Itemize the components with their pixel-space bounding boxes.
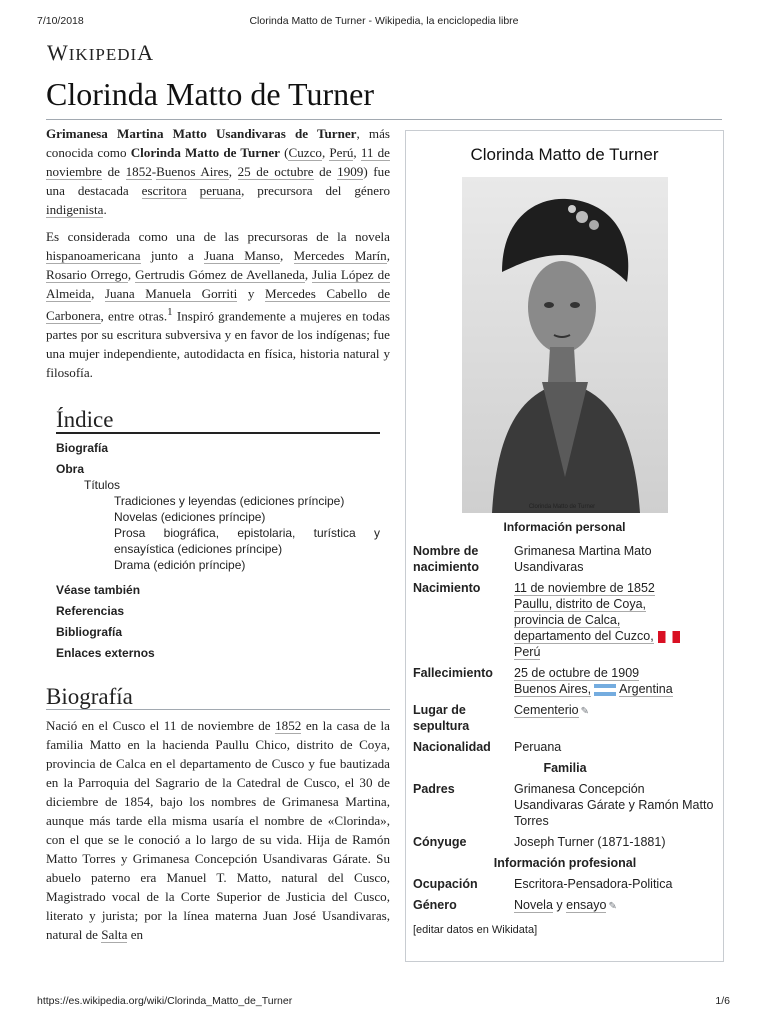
peru-flag-icon [658,631,680,643]
value-sepultura [507,700,723,737]
link-mercedes-marin[interactable]: Mercedes Marín [293,248,387,263]
link-buenos-aires[interactable]: Buenos Aires [156,164,229,179]
table-of-contents [56,407,380,661]
link-cuzco[interactable]: Cuzco [288,145,322,160]
text: ) fue una destacada [46,164,391,198]
link-gorriti[interactable]: Juana Manuela Gorriti [104,286,238,301]
article-content [46,124,390,952]
link-gomez-avellaneda[interactable]: Gertrudis Gómez de Avellaneda [135,267,305,282]
row-fallecimiento [406,663,723,700]
text: junto a [140,248,205,263]
link-departamento-cuzco[interactable]: departamento del Cuzco, [514,629,654,643]
toc-item-referencias[interactable]: Referencias [56,604,125,619]
row-conyuge [406,832,723,853]
link-novela[interactable]: Novela [514,898,553,912]
link-peru-ib[interactable]: Perú [514,645,541,659]
toc-item-obra[interactable]: Obra [56,462,85,477]
edit-pencil-icon[interactable]: ✎ [608,901,617,912]
text: y [552,898,567,912]
row-nacimiento [406,578,723,663]
toc-heading: Índice [56,410,380,434]
text: . [103,202,107,217]
value-fallecimiento [507,663,723,700]
link-peruana[interactable]: peruana [199,183,242,198]
toc-item-bibliografia[interactable]: Bibliografía [56,625,123,640]
title-divider [46,119,722,120]
print-title: Clorinda Matto de Turner - Wikipedia, la enciclopedia libre [249,15,519,27]
link-birth-date[interactable]: 11 de noviembre [46,145,390,179]
logo-middle: IKIPEDI [68,45,138,64]
link-escritora[interactable]: escritora [141,183,187,198]
value-ocupacion: Escritora-Pensadora-Politica [514,877,673,891]
row-genero [406,895,723,918]
page-title: Clorinda Matto de Turner [46,76,374,112]
link-birth-date-ib[interactable]: 11 de noviembre de 1852 [514,581,655,595]
label-sepultura: Lugar de sepultura [413,703,470,733]
wikipedia-logo[interactable] [47,40,154,66]
text: Nació en el Cusco el 11 de noviembre de [46,718,276,734]
text: ( [279,145,289,160]
link-1909[interactable]: 1909 [337,164,364,179]
value-nacionalidad: Peruana [514,740,562,754]
link-argentina[interactable]: Argentina [619,682,673,696]
bio-paragraph [46,716,390,944]
value-conyuge: Joseph Turner (1871-1881) [514,835,666,849]
text: en [127,927,144,943]
section-personal: Información personal [503,520,626,534]
link-hispanoamericana[interactable]: hispanoamericana [46,248,141,263]
row-sepultura [406,700,723,737]
toc-item-biografia[interactable]: Biografía [56,441,109,456]
bold-alias: Clorinda Matto de Turner [130,145,280,160]
value-padres: Grimanesa Concepción Usandivaras Gárate y Ramón Matto Torres [514,782,714,828]
value-nacimiento [507,578,723,663]
row-nacionalidad [406,737,723,758]
intro-paragraph-2: Es considerada como una de las precursoras de la novela hispanoamericana junto a Juana Manso, Mercedes Marín, Rosario Orrego, Gertrudis Gómez de Avellaneda, Julia López de Almeida, Juana Manuela Gorriti y Mercedes Cabello de Carbonera, entre otras.$^1$ Inspiró grandemente a mujeres en todas partes por su escritura subversiva y en favor de los indígenas; fue una mujer independiente, autodidacta en física, historia natural y filosofía. [46,229,391,381]
argentina-flag-icon [594,684,616,696]
text: , más conocida como [46,126,390,160]
link-peru[interactable]: Perú [329,145,354,160]
edit-pencil-icon[interactable]: ✎ [580,706,590,717]
link-cementerio[interactable]: Cementerio [514,703,579,717]
infobox [405,130,724,962]
link-death-date[interactable]: 25 de octubre [237,164,314,179]
link-indigenista[interactable]: indigenista [46,202,104,217]
toc-item-tradiciones[interactable]: Tradiciones y leyendas (ediciones príncipe) [114,494,345,509]
toc-item-prosa[interactable]: Prosa biográfica, epistolaria, turística y ensayística (ediciones príncipe) [114,526,380,557]
link-rosario-orrego[interactable]: Rosario Orrego [46,267,128,282]
link-death-date-ib[interactable]: 25 de octubre de 1909 [514,666,640,680]
reference-1[interactable]: 1 [167,306,173,318]
value-genero [507,895,723,918]
section-heading-biografia: Biografía [46,687,390,710]
link-1852-bio[interactable]: 1852 [275,718,302,734]
link-ensayo[interactable]: ensayo [566,898,607,912]
print-url: https://es.wikipedia.org/wiki/Clorinda_Matto_de_Turner [37,995,293,1007]
link-paullu[interactable]: Paullu, distrito de Coya, [514,597,647,611]
label-padres: Padres [413,782,455,796]
logo-w: W [47,40,69,65]
label-genero: Género [413,898,457,912]
text: Es considerada como una de las precursoras de la novela [46,229,390,244]
toc-item-vease[interactable]: Véase también [56,583,141,598]
print-date: 7/10/2018 [37,15,84,27]
text: de [313,164,338,179]
text: en la casa de la familia Matto en la hacienda Paullu Chico, distrito de Coya, provincia de Calca en el departamento de Cusco y fue bautizada en la Parroquia del Sagrario de la Catedral de Cusco, el 30 de diciembre de 1854, bajo los nombres de Grimanesa Martina, aunque más tarde ella misma usaría el nombre de «Clorinda», con el que se le conoció a lo largo de su vida. Hija de Ramón Matto Torres y Grimanesa Concepción Usandivaras Gárate. Su abuelo paterno era Manuel T. Matto, natural del Cusco, Magistrado vocal de la Corte Superior de Justicia del Cusco, literato y jurista; por la línea materna Juan José Usandivaras, natural de [46,718,390,943]
label-nacimiento: Nacimiento [413,581,481,595]
link-salta[interactable]: Salta [101,927,128,943]
toc-item-novelas[interactable]: Novelas (ediciones príncipe) [114,510,266,525]
link-julia-lopez[interactable]: Julia López de Almeida [46,267,391,301]
infobox-table-personal [406,541,723,918]
section-familia: Familia [543,761,587,775]
text: - [151,164,157,179]
text: Inspiró grandemente a mujeres en todas partes por su escritura subversiva y en favor de los indígenas; fue una mujer independiente, autodidacta en física, historia natural y filosofía. [46,308,390,381]
edit-wikidata-link[interactable]: [editar datos en Wikidata] [413,924,538,936]
print-page-number: 1/6 [715,995,730,1007]
value-nombre: Grimanesa Martina Mato Usandivaras [514,544,652,574]
text: , entre otras. [100,308,168,324]
row-nombre [406,541,723,578]
link-cabello[interactable]: Mercedes Cabello de Carbonera [46,286,391,324]
logo-a: A [137,40,155,65]
bold-name: Grimanesa Martina Matto Usandivaras de Turner [46,126,357,141]
toc-item-titulos[interactable]: Títulos [84,478,121,493]
label-nombre: Nombre de nacimiento [413,544,479,574]
link-buenos-aires-ib[interactable]: Buenos Aires, [514,682,592,696]
intro-paragraph-1: Grimanesa Martina Matto Usandivaras de Turner, más conocida como Clorinda Matto de Turner (Cuzco, Perú, 11 de noviembre de 1852-Buenos Aires, 25 de octubre de 1909) fue una destacada escritora peruana, precursora del género indigenista. [46,126,391,217]
label-conyuge: Cónyuge [413,835,467,849]
label-nacionalidad: Nacionalidad [413,740,491,754]
link-juana-manso[interactable]: Juana Manso [204,248,280,263]
toc-item-enlaces[interactable]: Enlaces externos [56,646,155,661]
link-calca[interactable]: provincia de Calca, [514,613,621,627]
label-fallecimiento: Fallecimiento [413,666,493,680]
link-1852[interactable]: 1852 [125,164,152,179]
text: de [102,164,126,179]
text: , precursora del género [241,183,390,198]
infobox-title: Clorinda Matto de Turner [470,145,659,164]
portrait-photo[interactable] [462,177,668,513]
label-ocupacion: Ocupación [413,877,478,891]
section-profesional: Información profesional [493,856,637,870]
toc-item-drama[interactable]: Drama (edición príncipe) [114,558,246,573]
text: y [237,286,265,301]
row-ocupacion [406,874,723,895]
photo-caption: Clorinda Matto de Turner [528,504,595,510]
row-padres [406,779,723,832]
